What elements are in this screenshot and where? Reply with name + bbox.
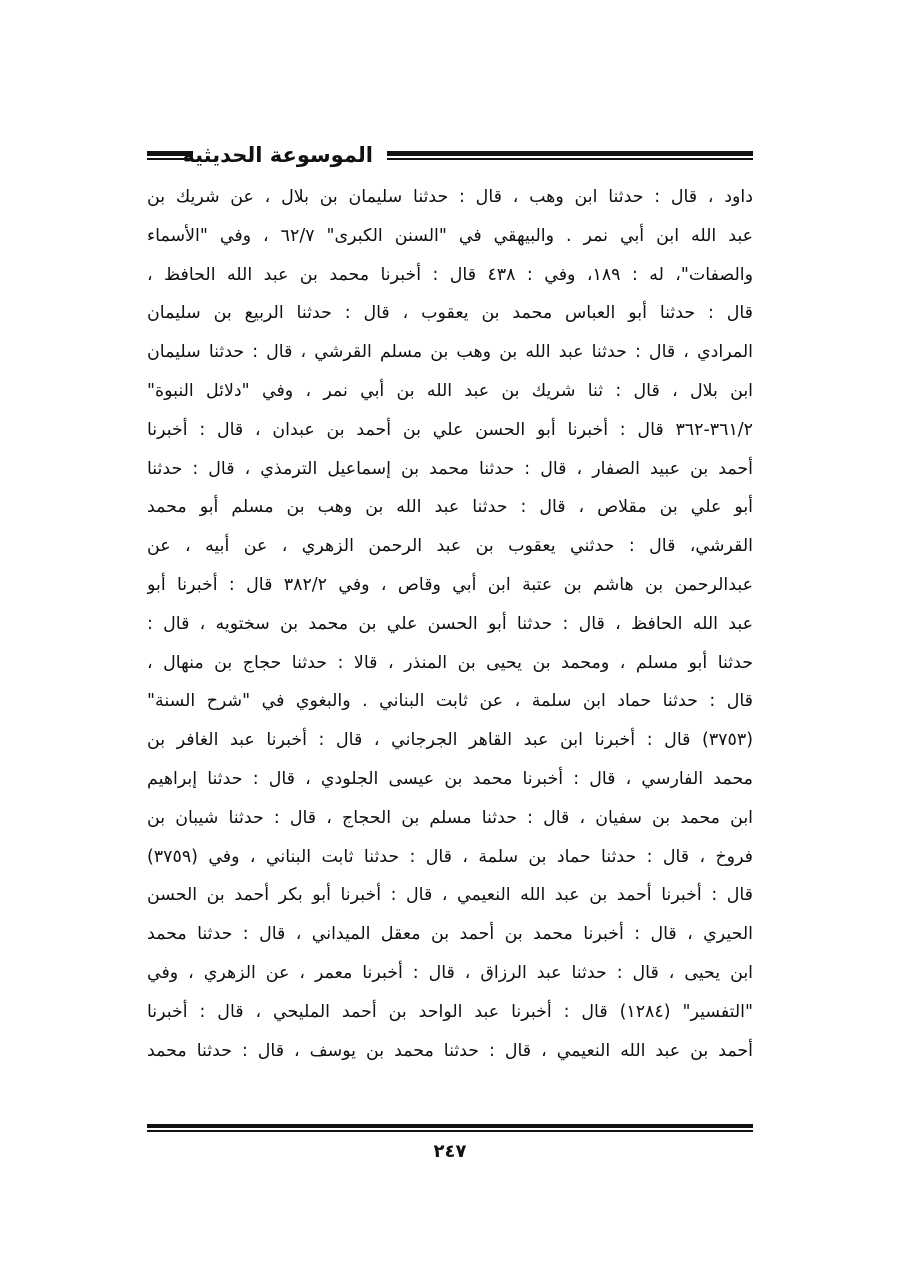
text-line: أحمد بن عبد الله النعيمي ، قال : حدثنا محمد بن يوسف ، قال : حدثنا محمد: [147, 1040, 753, 1061]
text-line: الحيري ، قال : أخبرنا محمد بن أحمد بن معقل الميداني ، قال : حدثنا محمد: [147, 924, 753, 945]
text-line: قال : حدثنا حماد ابن سلمة ، عن ثابت البناني . والبغوي في "شرح السنة": [147, 691, 753, 712]
text-line: عبد الله ابن أبي نمر . والبيهقي في "السنن الكبرى" ٦٢/٧ ، وفي "الأسماء: [147, 225, 753, 246]
text-line: "التفسير" (١٢٨٤) قال : أخبرنا عبد الواحد بن أحمد المليحي ، قال : أخبرنا: [147, 1001, 753, 1022]
text-line: ٣٦١/٢-٣٦٢ قال : أخبرنا أبو الحسن علي بن أحمد بن عبدان ، قال : أخبرنا: [147, 419, 753, 440]
page-number: ٢٤٧: [433, 1141, 467, 1162]
text-line: ابن محمد بن سفيان ، قال : حدثنا مسلم بن الحجاج ، قال : حدثنا شيبان بن: [147, 807, 753, 828]
text-line: (٣٧٥٣) قال : أخبرنا ابن عبد القاهر الجرجاني ، قال : أخبرنا عبد الغافر بن: [147, 730, 753, 751]
text-line: المرادي ، قال : حدثنا عبد الله بن وهب بن مسلم القرشي ، قال : حدثنا سليمان: [147, 342, 753, 363]
header-rule-left: [147, 151, 193, 160]
text-line: فروخ ، قال : حدثنا حماد بن سلمة ، قال : حدثنا ثابت البناني ، وفي (٣٧٥٩): [147, 846, 753, 867]
text-line: حدثنا أبو مسلم ، ومحمد بن يحيى بن المنذر ، قالا : حدثنا حجاج بن منهال ،: [147, 652, 753, 673]
text-line: قال : حدثنا أبو العباس محمد بن يعقوب ، قال : حدثنا الربيع بن سليمان: [147, 303, 753, 324]
text-line: عبد الله الحافظ ، قال : حدثنا أبو الحسن علي بن محمد بن سختويه ، قال :: [147, 613, 753, 634]
header-title: الموسوعة الحديثية: [182, 143, 373, 167]
text-line: أحمد بن عبيد الصفار ، قال : حدثنا محمد بن إسماعيل الترمذي ، قال : حدثنا: [147, 458, 753, 479]
text-line: ابن يحيى ، قال : حدثنا عبد الرزاق ، قال : أخبرنا معمر ، عن الزهري ، وفي: [147, 962, 753, 983]
text-line: والصفات"، له : ١٨٩، وفي : ٤٣٨ قال : أخبرنا محمد بن عبد الله الحافظ ،: [147, 264, 753, 285]
footer-rule: [147, 1124, 753, 1132]
text-line: محمد الفارسي ، قال : أخبرنا محمد بن عيسى الجلودي ، قال : حدثنا إبراهيم: [147, 768, 753, 789]
text-line: قال : أخبرنا أحمد بن عبد الله النعيمي ، قال : أخبرنا أبو بكر أحمد بن الحسن: [147, 885, 753, 906]
text-line: عبدالرحمن بن هاشم بن عتبة ابن أبي وقاص ، وفي ٣٨٢/٢ قال : أخبرنا أبو: [147, 574, 753, 595]
text-line: داود ، قال : حدثنا ابن وهب ، قال : حدثنا سليمان بن بلال ، عن شريك بن: [147, 187, 753, 207]
header-rule-right: [387, 151, 753, 160]
text-line: ابن بلال ، قال : ثنا شريك بن عبد الله بن أبي نمر ، وفي "دلائل النبوة": [147, 380, 753, 401]
text-line: القرشي، قال : حدثني يعقوب بن عبد الرحمن الزهري ، عن أبيه ، عن: [147, 536, 753, 557]
text-line: أبو علي بن مقلاص ، قال : حدثنا عبد الله بن وهب بن مسلم أبو محمد: [147, 497, 753, 518]
running-header: [147, 140, 753, 176]
body-text: [147, 178, 753, 1070]
